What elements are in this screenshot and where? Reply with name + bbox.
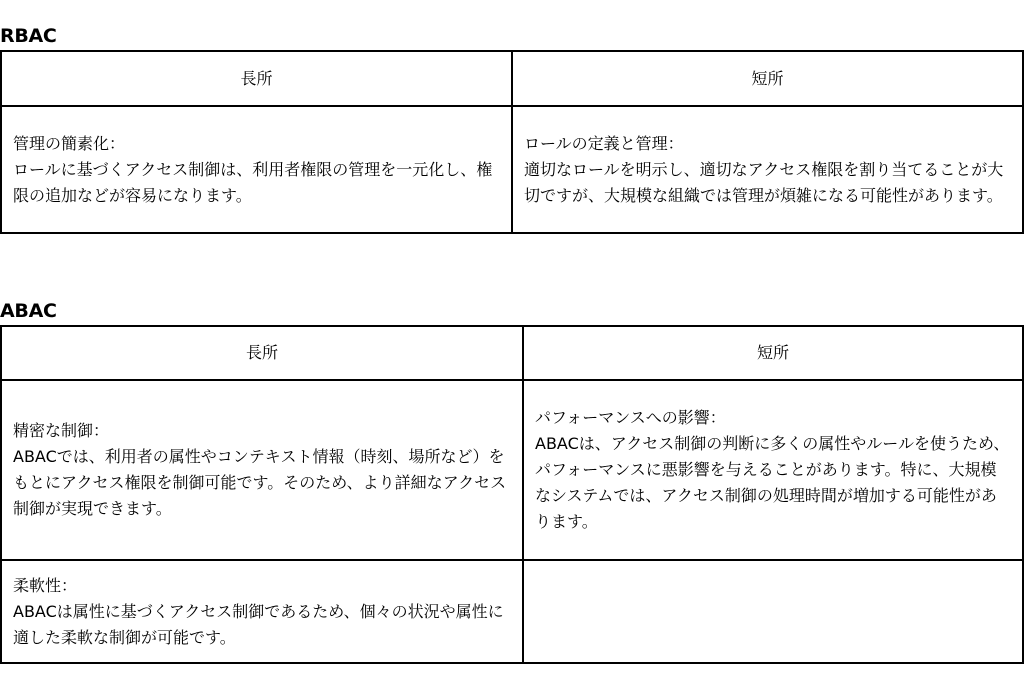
abac-empty-cell: [523, 560, 1023, 663]
rbac-header-row: [1, 51, 1023, 106]
table-row: [1, 560, 1023, 663]
cell-body: ABACでは、利用者の属性やコンテキスト情報（時刻、場所など）をもとにアクセス権限を制御可能です。そのため、より詳細なアクセス制御が実現できます。: [13, 447, 507, 518]
cell-body: ロールに基づくアクセス制御は、利用者権限の管理を一元化し、権限の追加などが容易になります。: [13, 159, 493, 205]
table-row: [1, 380, 1023, 560]
rbac-cons-header: 短所: [512, 51, 1023, 106]
cell-title: パフォーマンスへの影響：: [535, 408, 726, 427]
rbac-pros-cell: [1, 106, 512, 233]
rbac-table: [0, 50, 1024, 234]
abac-heading: ABAC: [0, 300, 57, 322]
rbac-cons-cell: [512, 106, 1023, 233]
abac-cons-header: 短所: [523, 326, 1023, 380]
cell-title: 管理の簡素化：: [13, 133, 126, 153]
table-row: [1, 106, 1023, 233]
cell-body: 適切なロールを明示し、適切なアクセス権限を割り当てることが大切ですが、大規模な組織では管理が煩雑になる可能性があります。: [524, 159, 1004, 205]
cell-title: ロールの定義と管理：: [524, 133, 684, 153]
rbac-heading: RBAC: [0, 25, 57, 47]
cell-body: ABACは、アクセス制御の判断に多くの属性やルールを使うため、パフォーマンスに悪影響を与えることがあります。特に、大規模なシステムでは、アクセス制御の処理時間が増加する可能性があります。: [535, 434, 1010, 531]
abac-header-row: [1, 326, 1023, 380]
cell-title: 柔軟性：: [13, 575, 78, 595]
abac-pros-header: 長所: [1, 326, 523, 380]
cell-title: 精密な制御：: [13, 421, 110, 440]
abac-cons-cell: [523, 380, 1023, 560]
abac-pros-cell: [1, 560, 523, 663]
abac-table: [0, 325, 1024, 664]
cell-body: ABACは属性に基づくアクセス制御であるため、個々の状況や属性に適した柔軟な制御が可能です。: [13, 601, 504, 647]
abac-pros-cell: [1, 380, 523, 560]
rbac-pros-header: 長所: [1, 51, 512, 106]
